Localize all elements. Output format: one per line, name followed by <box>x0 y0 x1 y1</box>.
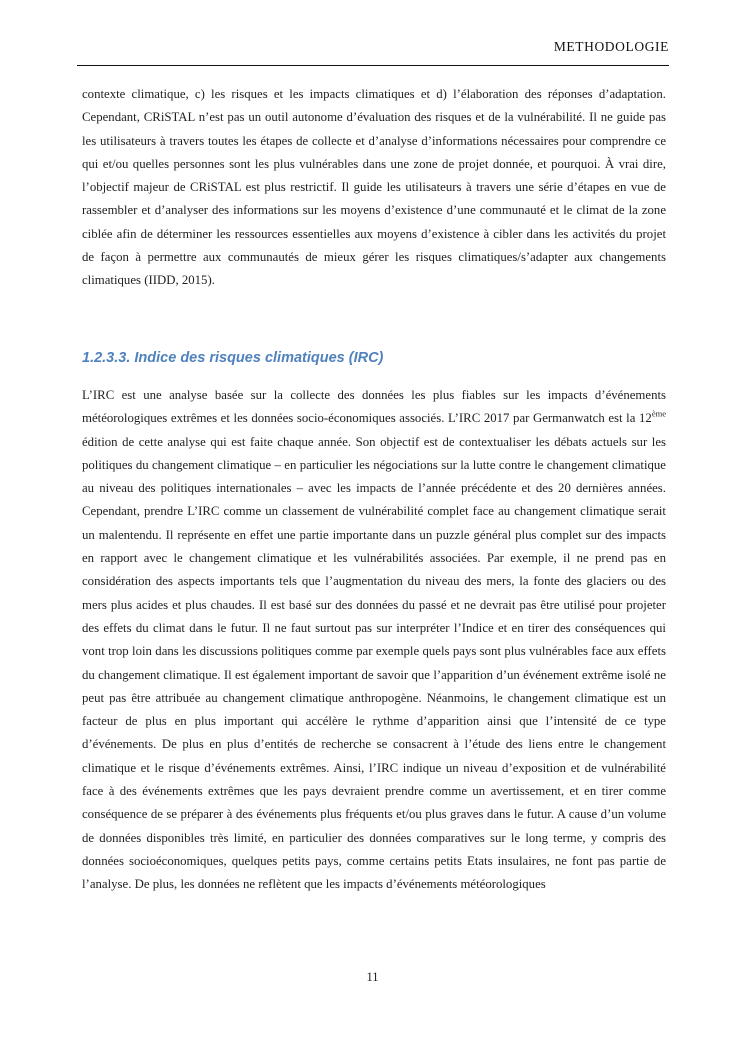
running-header-title: METHODOLOGIE <box>553 39 669 54</box>
page-header <box>77 38 669 66</box>
ordinal-superscript: ème <box>651 409 666 420</box>
section-heading-irc: 1.2.3.3. Indice des risques climatiques (IRC) <box>82 350 384 366</box>
paragraph-irc <box>82 384 666 897</box>
paragraph-irc-text-before-superscript: L’IRC est une analyse basée sur la collecte des données les plus fiables sur les impacts d’événements météorologiques extrêmes et les données socio-économiques associés. L’IRC 2017 par Germanwatch est la 12 <box>82 388 666 426</box>
page-number: 11 <box>366 970 379 984</box>
paragraph-irc-text-after-superscript: édition de cette analyse qui est faite chaque année. Son objectif est de contextualiser les débats actuels sur les politiques du changement climatique – en particulier les négociations sur la lutte contre le changement climatique au niveau des politiques internationales – avec les impacts de l’année précédente et des 20 dernières années. Cependant, prendre L’IRC comme un classement de vulnérabilité complet face au changement climatique serait un malentendu. Il représente en effet une partie importante dans un puzzle général plus complet sur des impacts en rapport avec le changement climatique et les vulnérabilités associées. Par exemple, il ne prend pas en considération des aspects importants tels que l’augmentation du niveau des mers, la fonte des glaciers ou des mers plus acides et plus chaudes. Il est basé sur des données du passé et ne devrait pas être utilisé pour projeter des effets du climat dans le futur. Il ne faut surtout pas sur interpréter l’Indice et en tirer des conséquences qui vont trop loin dans les discussions politiques comme par exemple quels pays sont plus vulnérables face aux effets du changement climatique. Il est également important de savoir que l’apparition d’un événement extrême isolé ne peut pas être attribuée au changement climatique anthropogène. Néanmoins, le changement climatique est un facteur de plus en plus important qui accélère le rythme d’apparition ainsi que l’intensité de ce type d’événements. De plus en plus d’entités de recherche se consacrent à l’étude des liens entre le changement climatique et le risque d’événements extrêmes. Ainsi, l’IRC indique un niveau d’exposition et de vulnérabilité face à des événements extrêmes que les pays devraient prendre comme un avertissement, et en tirer comme conséquence de se préparer à des événements plus fréquents et/ou plus graves dans le futur. A cause d’un volume de données disponibles très limité, en particulier des données comparatives sur le long terme, y compris des données socioéconomiques, quelques petits pays, comme certains petits Etats insulaires, ne font pas partie de l’analyse. De plus, les données ne reflètent que les impacts d’événements météorologiques <box>82 434 666 892</box>
paragraph-cristal: contexte climatique, c) les risques et les impacts climatiques et d) l’élaboration des réponses d’adaptation. Cependant, CRiSTAL n’est pas un outil autonome d’évaluation des risques et de la vulnérabilité. Il ne guide pas les utilisateurs à travers toutes les étapes de collecte et d’analyse d’informations nécessaires pour comprendre ce qui et/ou quelles personnes sont les plus vulnérables dans une zone de projet donnée, et pourquoi. À vrai dire, l’objectif majeur de CRiSTAL est plus restrictif. Il guide les utilisateurs à travers une série d’étapes en vue de rassembler et d’analyser des informations sur les moyens d’existence d’une communauté et le climat de la zone ciblée afin de déterminer les ressources essentielles aux moyens d’existence à cibler dans les activités du projet de façon à permettre aux communautés de mieux gérer les risques climatiques/s’adapter aux changements climatiques (IIDD, 2015). <box>82 87 666 288</box>
